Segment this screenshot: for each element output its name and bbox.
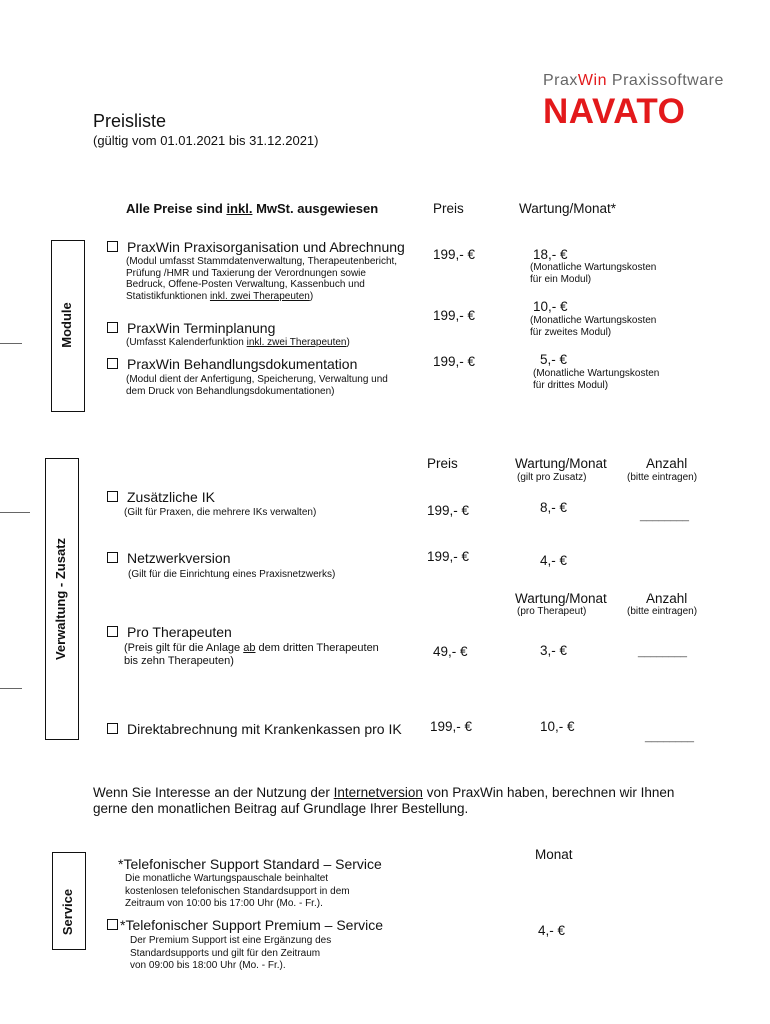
checkbox[interactable] (107, 919, 118, 930)
module-maintenance-note: (Monatliche Wartungskosten für zweites Modul) (530, 315, 657, 338)
count-input-line[interactable]: ________ (640, 510, 689, 522)
addon-price: 49,- € (433, 644, 468, 659)
col-count-sub: (bitte eintragen) (627, 606, 698, 617)
module-title: PraxWin Praxisorganisation und Abrechnung (127, 239, 405, 255)
service-premium-item[interactable] (107, 917, 383, 933)
addon-desc: (Gilt für die Einrichtung eines Praxisnetzwerks) (128, 569, 336, 580)
service-side-label: Service (60, 888, 75, 936)
module-maintenance-note: (Monatliche Wartungskosten für drittes Modul) (533, 368, 660, 391)
module-price: 199,- € (433, 354, 476, 369)
vat-heading-u: inkl. (226, 201, 253, 216)
addon-desc-post: dem dritten Therapeuten bis zehn Therapeuten) (124, 642, 379, 667)
addon-item[interactable] (107, 550, 230, 566)
service-premium-desc: Der Premium Support ist eine Ergänzung des Standardsupports und gilt für den Zeitraum von 09:00 bis 18:00 Uhr (Mo. - Fr.). (130, 935, 332, 971)
brand-suffix: Praxissoftware (606, 72, 724, 89)
internet-version-note (93, 785, 674, 817)
col-month-header: Monat (535, 847, 573, 862)
col-price-header: Preis (433, 201, 464, 216)
addon-title: Zusätzliche IK (127, 489, 215, 505)
addon-price: 199,- € (430, 719, 473, 734)
addon-item[interactable] (107, 489, 215, 505)
module-desc-text: (Modul umfasst Stammdatenverwaltung, Therapeutenbericht, Prüfung /HMR und Taxierung der Verordnungen sowie Bedruck, Offene-Posten Verwaltung, Kassenbuch und Statistikfunktionen (126, 256, 398, 302)
module-maintenance-note: (Monatliche Wartungskosten für ein Modul) (530, 262, 657, 285)
count-input-line[interactable]: ________ (645, 731, 694, 743)
module-maintenance: 5,- € (540, 352, 568, 367)
addon-price: 199,- € (427, 549, 470, 564)
internet-note-post: von PraxWin haben, berechnen wir Ihnen gerne den monatlichen Beitrag auf Grundlage Ihrer Bestellung. (93, 785, 675, 816)
module-desc (126, 337, 350, 349)
margin-tick (0, 343, 22, 344)
module-maintenance: 18,- € (533, 247, 568, 262)
addon-desc (124, 642, 379, 668)
addon-desc: (Gilt für Praxen, die mehrere IKs verwalten) (124, 507, 317, 518)
service-premium-title: *Telefonischer Support Premium – Service (120, 917, 384, 933)
module-item[interactable] (107, 356, 357, 372)
addon-maintenance: 4,- € (540, 553, 568, 568)
checkbox[interactable] (107, 358, 118, 369)
brand-win: Win (577, 72, 607, 89)
module-desc-text: (Umfasst Kalenderfunktion (126, 337, 247, 348)
page-title: Preisliste (93, 111, 167, 131)
checkbox[interactable] (107, 241, 118, 252)
margin-tick (0, 512, 30, 513)
module-title: PraxWin Behandlungsdokumentation (127, 356, 358, 372)
col-count-header: Anzahl (646, 456, 688, 471)
addon-title: Direktabrechnung mit Krankenkassen pro IK (127, 721, 402, 737)
service-standard-title: *Telefonischer Support Standard – Service (118, 856, 382, 872)
internet-note-pre: Wenn Sie Interesse an der Nutzung der (93, 785, 334, 800)
addon-desc-u: ab (243, 642, 256, 654)
module-title: PraxWin Terminplanung (127, 320, 276, 336)
addon-maintenance: 10,- € (540, 719, 575, 734)
module-side-label: Module (59, 302, 74, 348)
module-desc-u: inkl. zwei Therapeuten (246, 337, 347, 348)
module-price: 199,- € (433, 308, 476, 323)
addon-maintenance: 3,- € (540, 643, 568, 658)
module-desc (126, 256, 397, 302)
margin-tick (0, 688, 22, 689)
vat-heading-pre: Alle Preise sind (126, 201, 227, 216)
addon-price: 199,- € (427, 503, 470, 518)
col-maintenance-header: Wartung/Monat* (519, 201, 617, 216)
checkbox[interactable] (107, 552, 118, 563)
page-subtitle: (gültig vom 01.01.2021 bis 31.12.2021) (93, 133, 319, 148)
module-desc-u: inkl. zwei Therapeuten (209, 290, 310, 302)
addon-title: Pro Therapeuten (127, 624, 232, 640)
checkbox[interactable] (107, 626, 118, 637)
col-maintenance-header: Wartung/Monat (515, 456, 607, 471)
module-desc-post: ) (346, 337, 350, 348)
checkbox[interactable] (107, 723, 118, 734)
module-desc-post: ) (309, 290, 314, 302)
module-price: 199,- € (433, 247, 476, 262)
module-desc (126, 374, 388, 397)
module-desc-text: (Modul dient der Anfertigung, Speicherung, Verwaltung und dem Druck von Behandlungsdokumentationen) (126, 374, 388, 397)
addon-maintenance: 8,- € (540, 500, 568, 515)
vat-heading (126, 201, 378, 216)
module-item[interactable] (107, 320, 275, 336)
checkbox[interactable] (107, 322, 118, 333)
checkbox[interactable] (107, 491, 118, 502)
col-maintenance-header: Wartung/Monat (515, 591, 607, 606)
col-maintenance-sub: (pro Therapeut) (517, 606, 587, 617)
module-item[interactable] (107, 239, 405, 255)
addon-title: Netzwerkversion (127, 550, 231, 566)
service-premium-price: 4,- € (538, 923, 566, 938)
col-count-header: Anzahl (646, 591, 688, 606)
navato-logo: NAVATO (543, 92, 686, 131)
col-count-sub: (bitte eintragen) (627, 472, 698, 483)
service-standard-desc: Die monatliche Wartungspauschale beinhaltet kostenlosen telefonischen Standardsupport in dem Zeitraum von 10:00 bis 17:00 Uhr (Mo. - Fr.). (125, 873, 350, 909)
addon-item[interactable] (107, 624, 232, 640)
col-price-header: Preis (427, 456, 458, 471)
internet-note-u: Internetversion (333, 785, 423, 800)
addon-item[interactable] (107, 721, 402, 737)
vat-heading-post: MwSt. ausgewiesen (252, 201, 379, 216)
addon-desc-text: (Preis gilt für die Anlage (124, 642, 244, 654)
brand-prax: Prax (543, 72, 578, 89)
module-maintenance: 10,- € (533, 299, 568, 314)
count-input-line[interactable]: ________ (638, 646, 687, 658)
col-maintenance-sub: (gilt pro Zusatz) (517, 472, 587, 483)
verwaltung-side-label: Verwaltung - Zusatz (53, 537, 68, 661)
brand-tagline (543, 72, 724, 90)
